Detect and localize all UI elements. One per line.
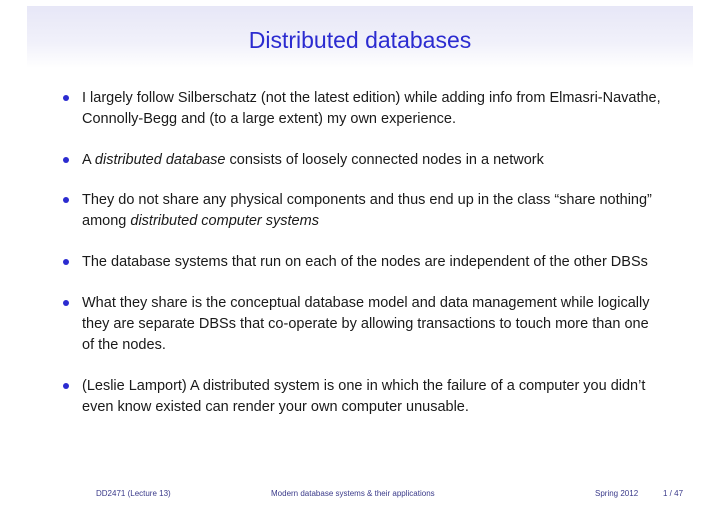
footer bbox=[0, 489, 720, 503]
footer-term: Spring 2012 bbox=[595, 489, 639, 498]
bullet-list bbox=[61, 88, 661, 438]
bullet-text: I largely follow Silberschatz (not the latest edition) while adding info from Elmasri-Navathe, Connolly-Begg and (to a large extent) my own experience. bbox=[82, 90, 661, 127]
bullet-dot-icon bbox=[63, 259, 69, 265]
bullet-text: (Leslie Lamport) A distributed system is one in which the failure of a computer you didn’t even know existed can render your own computer unusable. bbox=[82, 378, 646, 415]
bullet-dot-icon bbox=[63, 95, 69, 101]
bullet-item bbox=[61, 252, 661, 273]
bullet-dot-icon bbox=[63, 197, 69, 203]
slide-title: Distributed databases bbox=[248, 26, 472, 53]
title-bar bbox=[27, 6, 693, 68]
bullet-emphasis: distributed computer systems bbox=[130, 213, 319, 229]
bullet-dot-icon bbox=[63, 383, 69, 389]
footer-course-title: Modern database systems & their applications bbox=[271, 489, 435, 498]
footer-page-number: 1 / 47 bbox=[663, 489, 684, 498]
bullet-text: What they share is the conceptual database model and data management while logically they are separate DBSs that co-operate by allowing transactions to touch more than one of the nodes. bbox=[82, 295, 650, 353]
bullet-text: The database systems that run on each of the nodes are independent of the other DBSs bbox=[82, 254, 648, 270]
bullet-item bbox=[61, 376, 661, 418]
bullet-item bbox=[61, 190, 661, 232]
bullet-text: consists of loosely connected nodes in a network bbox=[225, 152, 544, 168]
bullet-text: A bbox=[82, 152, 95, 168]
bullet-dot-icon bbox=[63, 157, 69, 163]
bullet-dot-icon bbox=[63, 300, 69, 306]
bullet-item bbox=[61, 150, 661, 171]
bullet-emphasis: distributed database bbox=[94, 152, 226, 168]
footer-course: DD2471 (Lecture 13) bbox=[96, 489, 171, 498]
bullet-text: They do not share any physical components and thus end up in the class “share nothing” among bbox=[82, 192, 652, 229]
bullet-item bbox=[61, 88, 661, 130]
bullet-item bbox=[61, 293, 661, 356]
